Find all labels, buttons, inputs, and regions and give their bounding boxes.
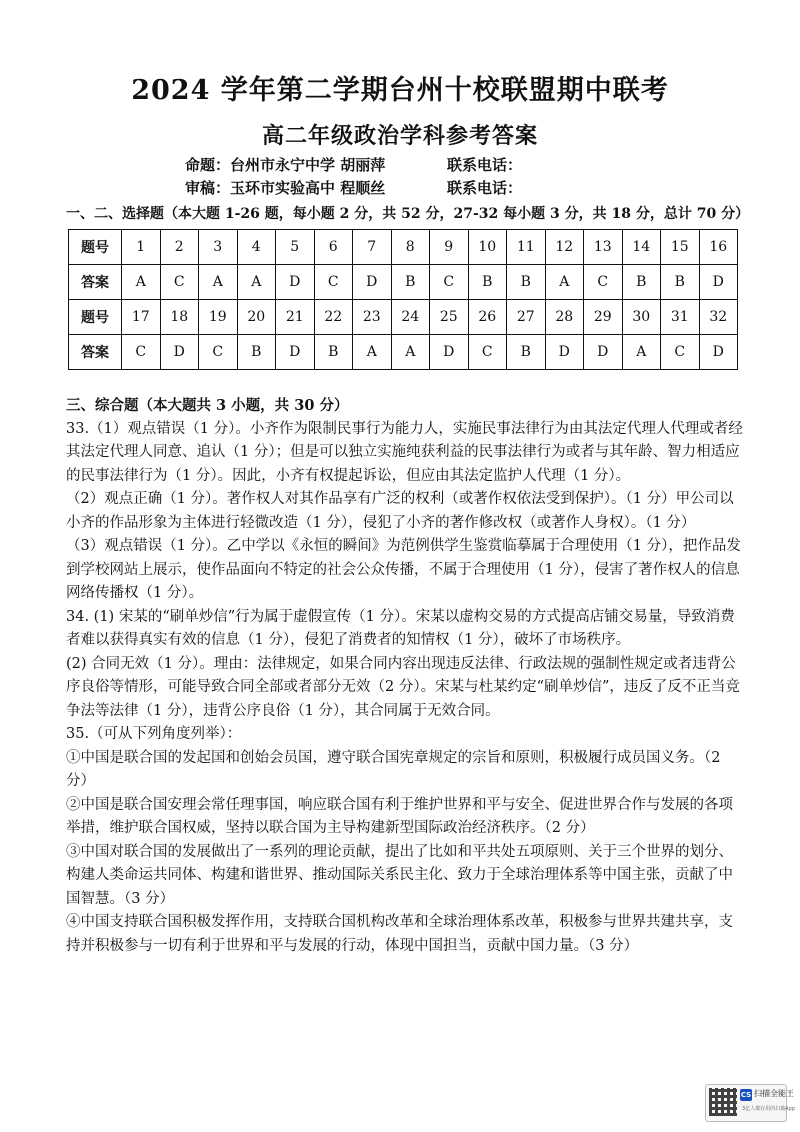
answer-35-intro: 35.（可从下列角度列举）： xyxy=(66,726,242,742)
answer-row-2 xyxy=(69,335,738,370)
answer-cell: A xyxy=(622,335,661,370)
question-number: 2 xyxy=(160,230,199,265)
question-number: 27 xyxy=(507,300,546,335)
answer-35-point4: ④中国支持联合国积极发挥作用，支持联合国机构改革和全球治理体系改革，积极参与世界共建共享，支持并积极参与一切有利于世界和平与发展的行动，体现中国担当，贡献中国力量。（3 分） xyxy=(66,914,733,954)
qr-code-icon xyxy=(709,1088,737,1116)
answer-cell: B xyxy=(468,265,507,300)
question-number: 11 xyxy=(507,230,546,265)
question-number: 16 xyxy=(699,230,738,265)
answer-cell: D xyxy=(160,335,199,370)
question-number: 32 xyxy=(699,300,738,335)
reviewer-label: 审稿：玉环市实验高中 程顺丝 xyxy=(185,179,386,197)
author-label: 命题：台州市永宁中学 胡丽萍 xyxy=(185,156,386,174)
question-number: 28 xyxy=(545,300,584,335)
question-number: 30 xyxy=(622,300,661,335)
question-number: 15 xyxy=(661,230,700,265)
question-number: 19 xyxy=(199,300,238,335)
row-label-answer: 答案 xyxy=(69,265,122,300)
camscanner-logo-icon: CS xyxy=(740,1091,752,1099)
question-number: 31 xyxy=(661,300,700,335)
question-number: 3 xyxy=(199,230,238,265)
answer-cell: A xyxy=(545,265,584,300)
section-essay xyxy=(66,394,746,958)
answer-cell: B xyxy=(507,335,546,370)
answer-cell: B xyxy=(391,265,430,300)
answer-cell: C xyxy=(661,335,700,370)
question-number: 8 xyxy=(391,230,430,265)
question-number: 26 xyxy=(468,300,507,335)
answer-cell: C xyxy=(122,335,161,370)
scanner-app-tagline: 3亿人都在用的扫描App xyxy=(742,1106,795,1112)
answer-cell: D xyxy=(276,265,315,300)
question-number: 10 xyxy=(468,230,507,265)
question-number: 5 xyxy=(276,230,315,265)
question-row-1 xyxy=(69,230,738,265)
question-number: 13 xyxy=(584,230,623,265)
row-label-question: 题号 xyxy=(69,230,122,265)
answer-cell: D xyxy=(353,265,392,300)
question-row-2 xyxy=(69,300,738,335)
answer-cell: A xyxy=(391,335,430,370)
question-number: 21 xyxy=(276,300,315,335)
answer-table xyxy=(68,229,738,370)
answer-cell: C xyxy=(199,335,238,370)
answer-33-part3: （3）观点错误（1 分）。乙中学以《永恒的瞬间》为范例供学生鉴赏临摹属于合理使用（1 分），把作品发到学校网站上展示，使作品面向不特定的社会公众传播，不属于合理使用（1 分），侵害了著作权人的信息网络传播权（1 分）。 xyxy=(66,538,741,601)
answer-cell: D xyxy=(699,335,738,370)
answer-row-1 xyxy=(69,265,738,300)
question-number: 4 xyxy=(237,230,276,265)
question-number: 6 xyxy=(314,230,353,265)
answer-cell: D xyxy=(545,335,584,370)
answer-cell: D xyxy=(584,335,623,370)
answer-cell: B xyxy=(622,265,661,300)
answer-34-part2: (2) 合同无效（1 分）。理由：法律规定，如果合同内容出现违反法律、行政法规的强制性规定或者违背公序良俗等情形，可能导致合同全部或者部分无效（2 分）。宋某与杜某约定“刷单炒信”，违反了反不正当竞争法等法律（1 分），违背公序良俗（1 分），其合同属于无效合同。 xyxy=(66,655,740,719)
answer-35-point2: ②中国是联合国安理会常任理事国，响应联合国有利于维护世界和平与安全、促进世界合作与发展的各项举措，维护联合国权威，坚持以联合国为主导构建新型国际政治经济秩序。（2 分） xyxy=(66,796,733,836)
answer-34-part1: 34. (1) 宋某的“刷单炒信”行为属于虚假宣传（1 分）。宋某以虚构交易的方式提高店铺交易量，导致消费者难以获得真实有效的信息（1 分），侵犯了消费者的知情权（1 分），破坏了市场秩序。 xyxy=(66,608,735,648)
answer-cell: B xyxy=(314,335,353,370)
answer-cell: C xyxy=(430,265,469,300)
scanner-app-name: 扫描全能王 xyxy=(754,1089,794,1098)
question-number: 1 xyxy=(122,230,161,265)
question-number: 20 xyxy=(237,300,276,335)
row-label-question: 题号 xyxy=(69,300,122,335)
answer-cell: A xyxy=(122,265,161,300)
row-label-answer: 答案 xyxy=(69,335,122,370)
question-number: 22 xyxy=(314,300,353,335)
answer-33-part1: 33.（1）观点错误（1 分）。小齐作为限制民事行为能力人，实施民事法律行为由其法定代理人代理或者经其法定代理人同意、追认（1 分）；但是可以独立实施纯获利益的民事法律行为或者与其年龄、智力相适应的民事法律行为（1 分）。因此，小齐有权提起诉讼，但应由其法定监护人代理（1 分）。 xyxy=(66,420,743,484)
author-line xyxy=(185,154,522,175)
question-number: 23 xyxy=(353,300,392,335)
question-number: 12 xyxy=(545,230,584,265)
answer-35-point1: ①中国是联合国的发起国和创始会员国，遵守联合国宪章规定的宗旨和原则，积极履行成员国义务。（2 分） xyxy=(66,749,721,789)
answer-cell: C xyxy=(468,335,507,370)
question-number: 18 xyxy=(160,300,199,335)
question-number: 24 xyxy=(391,300,430,335)
answer-cell: B xyxy=(507,265,546,300)
answer-cell: C xyxy=(584,265,623,300)
answer-33-part2: （2）观点正确（1 分）。著作权人对其作品享有广泛的权利（或著作权依法受到保护）。（1 分）甲公司以小齐的作品形象为主体进行轻微改造（1 分），侵犯了小齐的著作修改权（或著作人身权）。（1 分） xyxy=(66,491,734,531)
reviewer-line xyxy=(185,177,522,198)
answer-cell: C xyxy=(160,265,199,300)
answer-cell: D xyxy=(276,335,315,370)
answer-cell: C xyxy=(314,265,353,300)
answer-35-point3: ③中国对联合国的发展做出了一系列的理论贡献，提出了比如和平共处五项原则、关于三个世界的划分、构建人类命运共同体、构建和谐世界、推动国际关系民主化、致力于全球治理体系等中国主张，贡献了中国智慧。（3 分） xyxy=(66,843,733,907)
question-number: 17 xyxy=(122,300,161,335)
question-number: 14 xyxy=(622,230,661,265)
author-phone: 联系电话： xyxy=(447,156,523,174)
section-choice-heading: 一、二、选择题（本大题 1-26 题，每小题 2 分，共 52 分，27-32 每小题 3 分，共 18 分，总计 70 分） xyxy=(66,206,750,222)
section-essay-heading: 三、综合题（本大题共 3 小题，共 30 分） xyxy=(66,397,349,414)
question-number: 25 xyxy=(430,300,469,335)
scanner-watermark xyxy=(705,1084,795,1122)
question-number: 7 xyxy=(353,230,392,265)
answer-cell: A xyxy=(237,265,276,300)
answer-cell: A xyxy=(353,335,392,370)
question-number: 29 xyxy=(584,300,623,335)
answer-cell: B xyxy=(661,265,700,300)
answer-cell: A xyxy=(199,265,238,300)
page-subtitle: 高二年级政治学科参考答案 xyxy=(261,123,538,149)
answer-cell: D xyxy=(430,335,469,370)
answer-cell: D xyxy=(699,265,738,300)
page-title: 2024 学年第二学期台州十校联盟期中联考 xyxy=(131,75,669,106)
reviewer-phone: 联系电话： xyxy=(447,179,523,197)
answer-cell: B xyxy=(237,335,276,370)
question-number: 9 xyxy=(430,230,469,265)
